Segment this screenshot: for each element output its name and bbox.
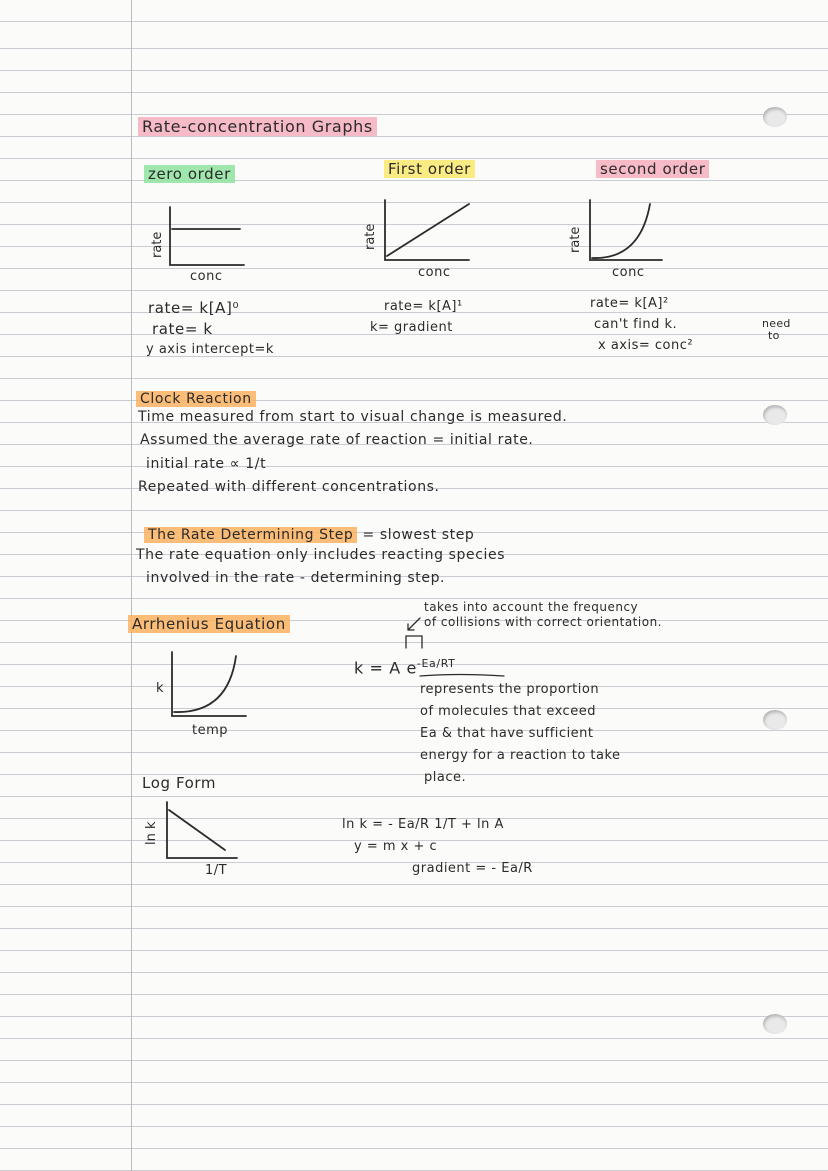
second-order-note2: to <box>768 329 780 342</box>
log-eq-3: gradient = - Ea/R <box>412 861 533 876</box>
clock-line3: initial rate ∝ 1/t <box>146 456 267 472</box>
rds-line1: The rate equation only includes reacting species <box>136 547 506 563</box>
arrhenius-graph-x-label: temp <box>192 723 229 738</box>
zero-order-x-label: conc <box>190 269 223 284</box>
second-order-heading: second order <box>596 160 709 178</box>
arrhenius-eq-lhs: k = A e <box>354 658 417 678</box>
first-order-y-label: rate <box>363 223 378 250</box>
first-order-line <box>387 204 469 256</box>
arrhenius-graph-y-label: k <box>156 681 165 696</box>
log-eq-2: y = m x + c <box>354 839 438 854</box>
arrhenius-note-arrow <box>400 612 430 652</box>
zero-order-eq3: y axis intercept=k <box>146 342 274 357</box>
zero-order-graph <box>168 205 248 270</box>
rds-heading-suffix: = slowest step <box>362 527 475 543</box>
second-order-graph <box>588 198 668 263</box>
lnk-line <box>169 810 225 850</box>
exp-note-1: represents the proportion <box>420 682 600 697</box>
clock-line1: Time measured from start to visual change is measured. <box>138 409 568 425</box>
exp-note-2: of molecules that exceed <box>420 704 596 719</box>
first-order-eq1: rate= k[A]¹ <box>384 299 463 314</box>
lnk-vs-1-over-T-graph <box>165 800 240 862</box>
zero-order-eq1: rate= k[A]⁰ <box>148 299 240 317</box>
zero-order-y-label: rate <box>150 231 165 258</box>
zero-order-eq2: rate= k <box>152 320 213 338</box>
arrhenius-note-line1: takes into account the frequency <box>424 600 639 614</box>
second-order-y-label: rate <box>568 226 583 253</box>
exponent-underline <box>418 672 508 680</box>
binder-hole <box>763 405 787 425</box>
k-vs-temp-curve <box>174 656 236 712</box>
page-title: Rate-concentration Graphs <box>138 118 377 136</box>
second-order-eq2: can't find k. <box>594 317 678 332</box>
rds-heading: The Rate Determining Step <box>144 527 357 543</box>
binder-hole <box>763 710 787 730</box>
second-order-eq3: x axis= conc² <box>598 338 694 353</box>
second-order-eq1: rate= k[A]² <box>590 296 669 311</box>
first-order-eq2: k= gradient <box>370 320 453 335</box>
log-graph-y-label: ln k <box>144 821 159 845</box>
second-order-note1: need <box>762 317 791 330</box>
arrhenius-eq-exponent: -Ea/RT <box>416 657 456 670</box>
log-eq-1: ln k = - Ea/R 1/T + ln A <box>342 817 504 832</box>
k-vs-temp-graph <box>170 650 250 722</box>
arrhenius-note-line2: of collisions with correct orientation. <box>424 615 662 629</box>
exp-note-3: Ea & that have sufficient <box>420 726 594 741</box>
log-graph-x-label: 1/T <box>205 863 228 878</box>
exp-note-4: energy for a reaction to take <box>420 748 621 763</box>
binder-hole <box>763 107 787 127</box>
zero-order-heading: zero order <box>144 165 235 183</box>
exp-note-5: place. <box>424 770 467 785</box>
margin-line <box>131 0 132 1171</box>
second-order-x-label: conc <box>612 265 645 280</box>
first-order-graph <box>383 198 473 263</box>
clock-line2: Assumed the average rate of reaction = initial rate. <box>140 432 534 448</box>
clock-line4: Repeated with different concentrations. <box>138 479 440 495</box>
clock-heading: Clock Reaction <box>136 390 256 408</box>
rds-line2: involved in the rate - determining step. <box>146 570 446 586</box>
rds-heading-row <box>144 526 474 544</box>
arrhenius-heading: Arrhenius Equation <box>128 615 290 633</box>
first-order-heading: First order <box>384 160 475 178</box>
log-form-heading: Log Form <box>142 774 217 792</box>
binder-hole <box>763 1014 787 1034</box>
first-order-x-label: conc <box>418 265 451 280</box>
second-order-curve <box>592 204 650 258</box>
